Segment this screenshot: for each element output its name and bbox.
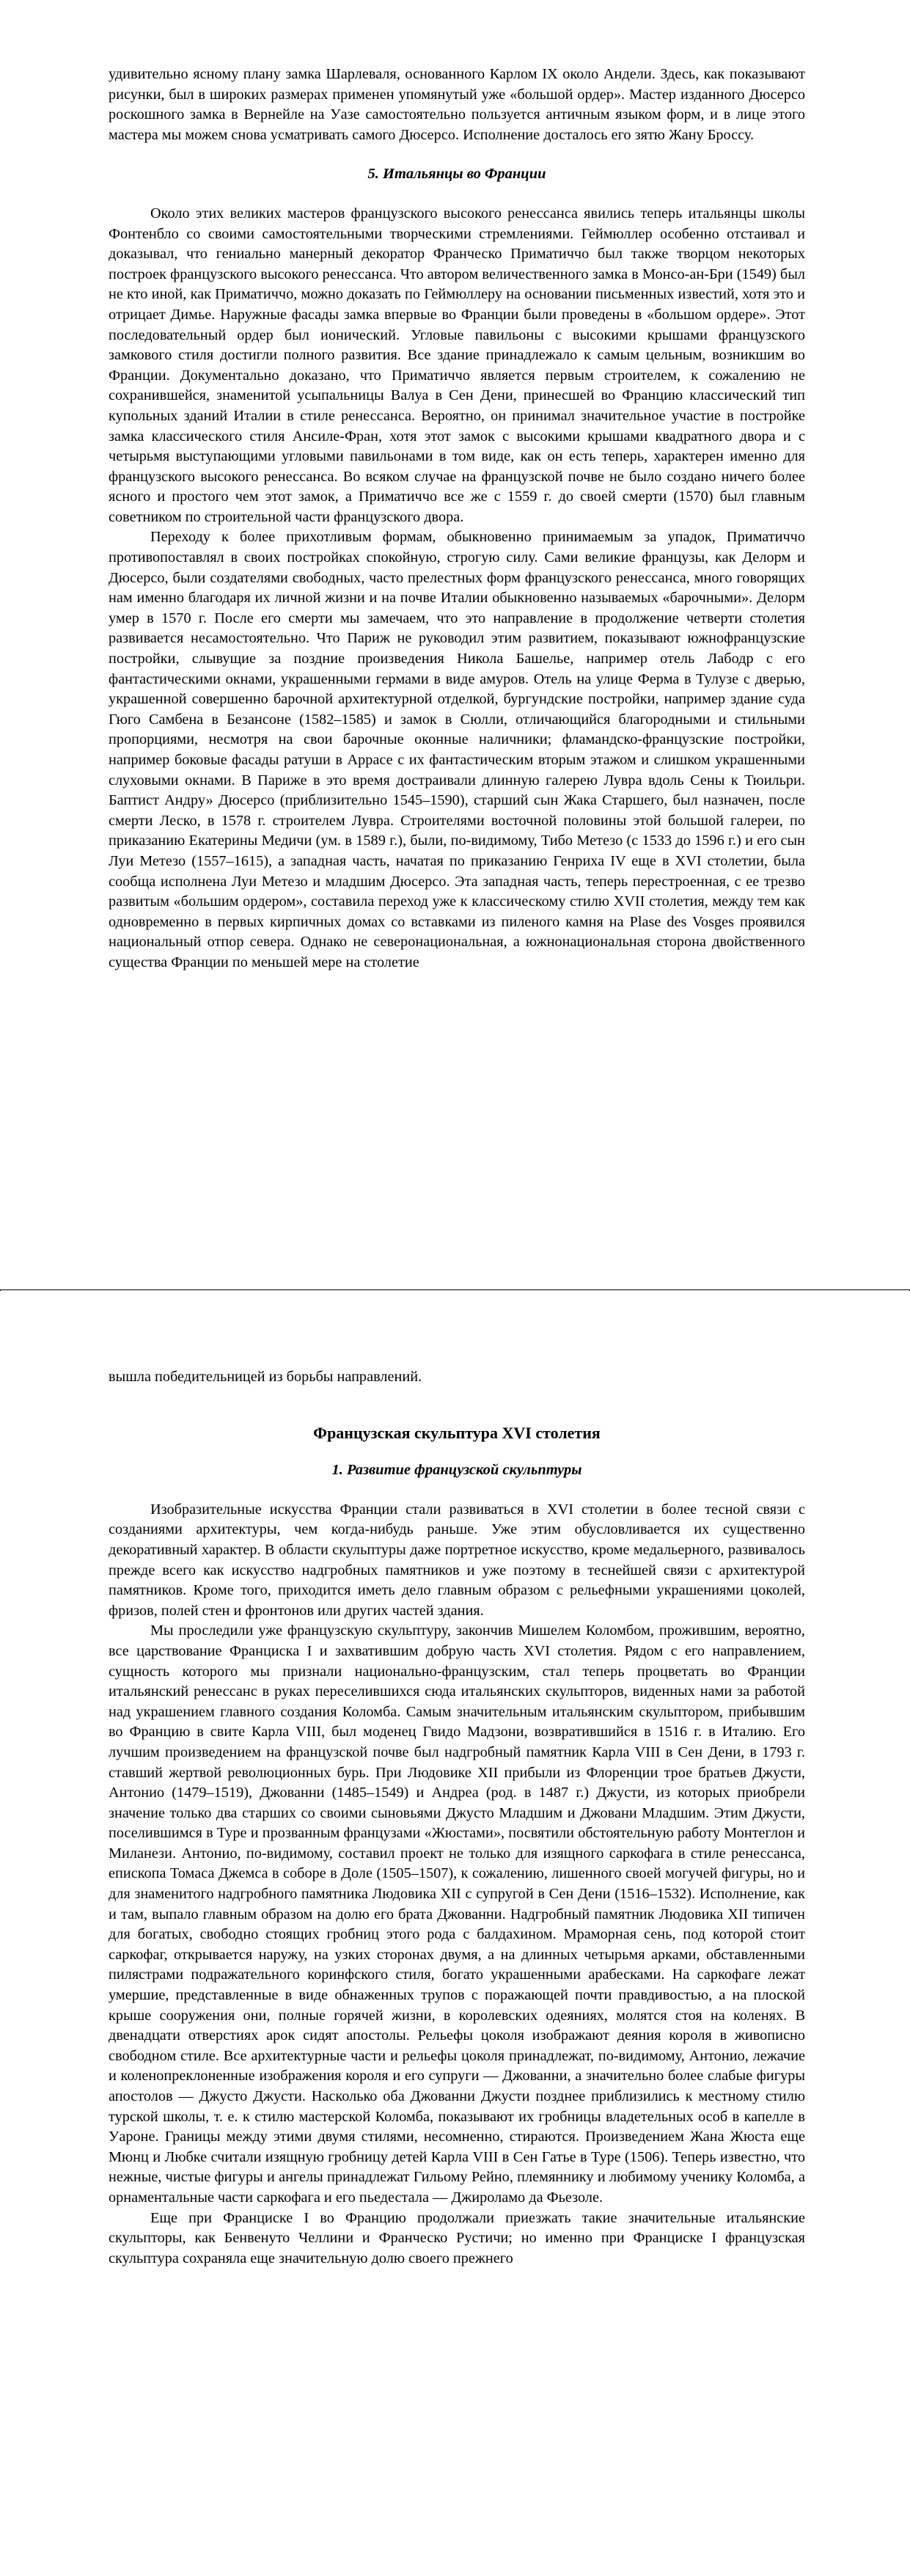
document-page-2	[0, 1291, 910, 2576]
page-1-text-column	[109, 65, 805, 973]
section-heading: 1. Развитие французской скульптуры	[331, 1462, 582, 1479]
body-paragraph: Еще при Франциске I во Францию продолжали приезжать такие значительные итальянские скульпторы, как Бенвенуто Челлини и Франческо Рустичи; но именно при Франциске I французская скульптура сохраняла еще значительную долю своего прежнего	[109, 2209, 805, 2266]
body-paragraph: Около этих великих мастеров французского высокого ренессанса явились теперь итальянцы школы Фонтенбло со своими самостоятельными творческими стремлениями. Геймюллер особенно отстаивал и доказывал, что гениально манерный декоратор Франческо Приматиччо был также творцом некоторых построек французского высокого ренессанса. Что автором величественного замка в Монсо-ан-Бри (1549) был не кто иной, как Приматиччо, можно доказать по Геймюллеру на основании письменных известий, хотя это и отрицает Димье. Наружные фасады замка впервые во Франции были проведены в «большом ордере». Этот последовательный ордер был ионический. Угловые павильоны с высокими крышами французского замкового стиля достигли полного развития. Все здание принадлежало к самым цельным, возникшим во Франции. Документально доказано, что Приматиччо является первым строителем, к сожалению не сохранившейся, знаменитой усыпальницы Валуа в Сен Дени, принесшей во Францию классический тип купольных зданий Италии в стиле ренессанса. Вероятно, он принимал значительное участие в постройке замка классического стиля Ансиле-Фран, хотя этот замок с высокими крышами квадратного двора и с четырьмя выступающими угловыми павильонами в том виде, как он есть теперь, характерен именно для французского высокого ренессанса. Во всяком случае на французской почве не было создано ничего более ясного и простого чем этот замок, а Приматиччо все же с 1559 г. до своей смерти (1570) был главным советником по строительной части французского двора.	[109, 205, 805, 525]
page-gap	[0, 1276, 910, 1291]
chapter-heading: Французская скульптура XVI столетия	[313, 1423, 601, 1442]
page-2-text-column	[109, 1367, 805, 2269]
continuation-paragraph: вышла победительницей из борьбы направлений.	[109, 1369, 422, 1385]
page-border-top	[0, 1289, 910, 1290]
continuation-paragraph: удивительно ясному плану замка Шарлеваля, основанного Карлом IX около Андели. Здесь, как показывают рисунки, был в широких размерах применен упомянутый уже «большой ордер». Мастер изданного Дюсерсо роскошного замка в Вернейле на Уазе самостоятельно пользуется античным языком форм, и в лице этого мастера мы можем снова усматривать самого Дюсерсо. Исполнение досталось его зятю Жану Броссу.	[109, 66, 805, 143]
section-heading: 5. Итальянцы во Франции	[367, 166, 546, 183]
body-paragraph: Переходу к более прихотливым формам, обыкновенно принимаемым за упадок, Приматиччо противопоставлял в своих постройках спокойную, строгую силу. Сами великие французы, как Делорм и Дюсерсо, были создателями свободных, часто прелестных форм французского ренессанса, много говорящих нам именно благодаря их личной жизни и на почве Италии обыкновенно называемых «барочными». Делорм умер в 1570 г. После его смерти мы замечаем, что это направление в продолжение четверти столетия развивается несамостоятельно. Что Париж не руководил этим развитием, показывают южнофранцузские постройки, слывущие за поздние произведения Никола Башелье, например отель Лабодр с его фантастическими окнами, украшенными гермами в виде амуров. Отель на улице Ферма в Тулузе с дверью, украшенной совершенно барочной архитектурной отделкой, бургундские постройки, например здание суда Гюго Самбена в Безансоне (1582–1585) и замок в Сюлли, отличающийся благородными и стильными пропорциями, несмотря на свои барочные оконные наличники; фламандско-французские постройки, например боковые фасады ратуши в Аррасе с их фантастическим вторым этажом и слишком украшенными слуховыми окнами. В Париже в это время достраивали длинную галерею Лувра вдоль Сены к Тюильри. Баптист Андру» Дюсерсо (приблизительно 1545–1590), старший сын Жака Старшего, был назначен, после смерти Леско, в 1578 г. строителем Лувра. Строителями восточной половины этой большой галереи, по приказанию Екатерины Медичи (ум. в 1589 г.), были, по-видимому, Тибо Метезо (с 1533 до 1596 г.) и его сын Луи Метезо (1557–1615), а западная часть, начатая по приказанию Генриха IV еще в XVI столетии, была сообща исполнена Луи Метезо и младшим Дюсерсо. Эта западная часть, теперь перестроенная, с ее трезво развитым «большим ордером», составила переход уже к классическому стилю XVII столетия, между тем как одновременно в первых кирпичных домах со вставками из пиленого камня на Plase des Vosges проявился национальный отпор севера. Однако не северонациональная, а южнонациональная сторона двойственного существа Франции по меньшей мере на столетие	[109, 529, 805, 970]
body-paragraph: Мы проследили уже французскую скульптуру, закончив Мишелем Коломбом, прожившим, вероятно, все царствование Франциска I и захватившим добрую часть XVI столетия. Рядом с его направлением, сущность которого мы признали национально-французским, стал теперь процветать во Франции итальянский ренессанс в руках переселившихся сюда итальянских скульпторов, виденных нами за работой над украшением главного создания Коломба. Самым значительным итальянским скульптором, прибывшим во Францию в свите Карла VIII, был моденец Гвидо Мадзони, возвратившийся в 1516 г. в Италию. Его лучшим произведением на французской почве был надгробный памятник Карла VIII в Сен Дени, в 1793 г. ставший жертвой революционных бурь. При Людовике XII прибыли из Флоренции трое братьев Джусти, Антонио (1479–1519), Джованни (1485–1549) и Андреа (род. в 1487 г.) Джусти, из которых приобрели значение только два старших со своими сыновьями Джусто Младшим и Джовани Младшим. Этим Джусти, поселившимся в Туре и прозванным французами «Жюстами», посвятили обстоятельную работу Монтеглон и Миланези. Антонио, по-видимому, составил проект не только для изящного саркофага в стиле ренессанса, епископа Томаса Джемса в соборе в Доле (1505–1507), к сожалению, лишенного своей могучей фигуры, но и для знаменитого надгробного памятника Людовика XII с супругой в Сен Дени (1516–1532). Исполнение, как и там, выпало главным образом на долю его брата Джованни. Надгробный памятник Людовика XII типичен для богатых, свободно стоящих гробниц этого рода с балдахином. Мраморная сень, под которой стоит саркофаг, открывается наружу, на узких сторонах двумя, а на длинных четырьмя арками, обставленными пилястрами подражательного коринфского стиля, богато украшенными арабесками. На саркофаге лежат умершие, представленные в виде обнаженных трупов с поражающей почти правдивостью, а на плоской крыше сооружения они, полные горячей жизни, в королевских одеяниях, молятся стоя на коленях. В двенадцати отверстиях арок сидят апостолы. Рельефы цоколя изображают деяния короля в живописно свободном стиле. Все архитектурные части и рельефы цоколя принадлежат, по-видимому, Антонио, лежачие и коленопреклоненные изображения короля и его супруги — Джованни, а значительно более слабые фигуры апостолов — Джусто Джусти. Насколько оба Джованни Джусти позднее приблизились к местному стилю турской школы, т. е. к стилю мастерской Коломба, показывают их гробницы владетельных особ в капелле в Уароне. Границы между этими двумя стилями, несомненно, стираются. Произведением Жана Жюста еще Мюнц и Любке считали изящную гробницу детей Карла VIII в Сен Гатье в Туре (1506). Теперь известно, что нежные, чистые фигуры и ангелы принадлежат Гильому Рейно, племяннику и любимому ученику Коломба, а орнаментальные части саркофага и его пьедестала — Джироламо да Фьезоле.	[109, 1622, 805, 2206]
body-paragraph: Изобразительные искусства Франции стали развиваться в XVI столетии в более тесной связи с созданиями архитектуры, чем когда-нибудь раньше. Уже этим обусловливается их существенно декоративный характер. В области скульптуры даже портретное искусство, кроме медальерного, развивалось прежде всего как искусство надгробных памятников и уже поэтому в теснейшей связи с архитектурой памятников. Кроме того, приходится иметь дело главным образом с рельефными украшениями цоколей, фризов, полей стен и фронтонов или других частей здания.	[109, 1501, 805, 1619]
document-page-1	[0, 0, 910, 1276]
